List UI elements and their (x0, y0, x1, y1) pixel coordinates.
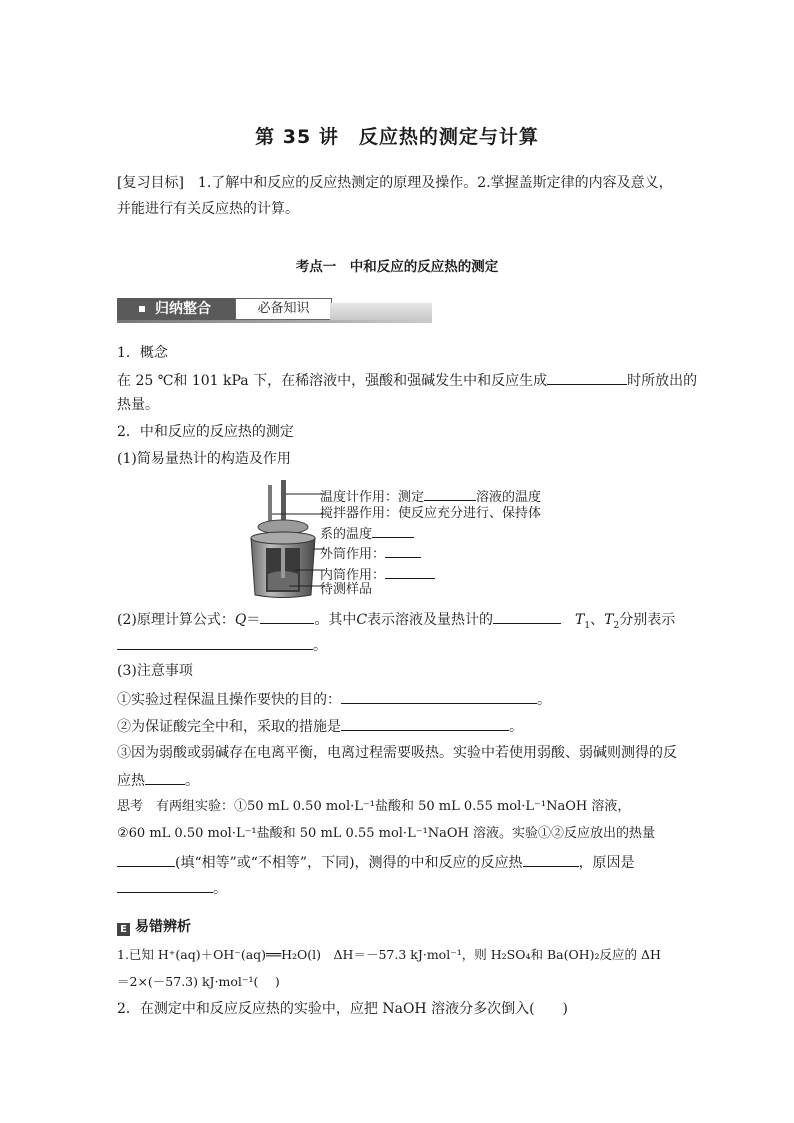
note-2-end: 。 (509, 719, 523, 735)
answer-blank (260, 610, 314, 624)
inner-cup-label (320, 565, 435, 583)
note-3-end: 。 (185, 773, 199, 789)
inner-cup-label-text: 内筒作用： (320, 568, 386, 583)
formula-sep: 、 (590, 612, 605, 628)
note-3-line2 (117, 771, 199, 789)
answer-blank (117, 853, 175, 867)
stirrer-label-line1: 搅拌器作用：使反应充分进行、保持体 (320, 506, 542, 521)
formula-text-d: 表示溶液及量热计的 (367, 612, 494, 628)
page-title: 第 35 讲 反应热的测定与计算 (255, 126, 539, 148)
think-line3-text-b: ，原因是 (578, 855, 635, 871)
concept-heading: 1．概念 (117, 345, 168, 361)
note-1-text: ①实验过程保温且操作要快的目的： (117, 692, 341, 708)
sample-label: 待测样品 (320, 582, 373, 597)
calorimeter-figure (245, 478, 325, 600)
error-analysis-heading (117, 916, 191, 936)
thermometer-bulb (281, 548, 285, 578)
measure-heading: 2．中和反应的反应热的测定 (117, 424, 294, 440)
note-2-text: ②为保证酸完全中和，采取的措施是 (117, 719, 341, 735)
think-line1: 思考 有两组实验：①50 mL 0.50 mol·L⁻¹盐酸和 50 mL 0.55 mol·L⁻¹NaOH 溶液， (117, 799, 631, 814)
think-line4 (117, 879, 227, 897)
answer-blank (341, 690, 537, 704)
banner-dark-tab (117, 298, 235, 320)
answer-blank (385, 544, 421, 558)
thermometer-label (320, 487, 541, 505)
answer-blank (493, 610, 561, 624)
formula-t1: T (575, 612, 585, 628)
formula-c: C (356, 612, 368, 628)
thermometer-rod (281, 480, 286, 525)
formula-q: Q (234, 612, 247, 628)
outer-cup-label (320, 544, 421, 562)
formula-t1-sub: 1 (584, 620, 591, 631)
formula-text-a: (2)原理计算公式： (117, 612, 235, 628)
note-1-end: 。 (537, 692, 551, 708)
answer-blank (547, 371, 627, 385)
review-goals-line2: 并能进行有关反应热的计算。 (117, 201, 299, 217)
think-line3-text-a: (填“相等”或“不相等”，下同)，测得的中和反应的反应热 (175, 855, 523, 871)
stirrer-label-line2 (320, 524, 414, 542)
answer-blank (424, 487, 476, 501)
outer-cup-rim (251, 532, 315, 544)
formula-t2-sub: 2 (613, 620, 620, 631)
answer-blank (372, 524, 414, 538)
answer-blank (385, 565, 435, 579)
stirrer-label-b: 系的温度 (320, 527, 373, 542)
formula-line2 (117, 636, 327, 654)
summary-banner (117, 298, 432, 323)
note-3-line1: ③因为弱酸或弱碱存在电离平衡，电离过程需要吸热。实验中若使用弱酸、弱碱则测得的反 (117, 745, 677, 761)
formula-line (117, 610, 675, 634)
notes-heading: (3)注意事项 (117, 663, 193, 679)
formula-end: 。 (313, 638, 327, 654)
error-analysis-title: 易错辨析 (135, 919, 191, 935)
section-title: 考点一 中和反应的反应热的测定 (295, 259, 499, 275)
thermometer-label-b: 溶液的温度 (476, 490, 542, 505)
formula-eq: ＝ (246, 612, 261, 628)
concept-line2: 热量。 (117, 397, 159, 413)
answer-blank (117, 879, 213, 893)
formula-t2: T (604, 612, 614, 628)
note-1 (117, 690, 551, 708)
note-3-text: 应热 (117, 773, 145, 789)
answer-blank (145, 771, 185, 785)
answer-blank (341, 717, 509, 731)
concept-text-a: 在 25 ℃和 101 kPa 下，在稀溶液中，强酸和强碱发生中和反应生成 (117, 373, 548, 389)
think-line4-end: 。 (213, 881, 227, 897)
formula-text-e: 分别表示 (619, 612, 676, 628)
banner-strip (330, 303, 432, 320)
error-analysis-icon: E (117, 923, 130, 936)
formula-text-b: 。其中 (314, 612, 357, 628)
error-q2: 2．在测定中和反应反应热的实验中，应把 NaOH 溶液分多次倒入( ) (117, 1001, 569, 1017)
think-line3 (117, 853, 635, 871)
think-line2: ②60 mL 0.50 mol·L⁻¹盐酸和 50 mL 0.55 mol·L⁻¹NaOH 溶液。实验①②反应放出的热量 (117, 826, 656, 841)
thermometer-label-a: 温度计作用：测定 (320, 490, 425, 505)
banner-dark-label: 归纳整合 (155, 301, 211, 317)
answer-blank (523, 853, 579, 867)
outer-cup-label-text: 外筒作用： (320, 547, 386, 562)
note-2 (117, 717, 523, 735)
answer-blank (117, 636, 313, 650)
calorimeter-subheading: (1)简易量热计的构造及作用 (117, 451, 291, 467)
banner-light-label: 必备知识 (235, 298, 332, 320)
banner-underline (117, 320, 432, 323)
square-bullet-icon (139, 306, 145, 312)
review-goals-line1: [复习目标] 1.了解中和反应的反应热测定的原理及操作。2.掌握盖斯定律的内容及意义， (117, 175, 673, 191)
error-q1-line1: 1.已知 H⁺(aq)＋OH⁻(aq)══H₂O(l) ΔH＝－57.3 kJ·mol⁻¹，则 H₂SO₄和 Ba(OH)₂反应的 ΔH (117, 947, 661, 962)
concept-line1 (117, 371, 697, 389)
error-q1-line2: ＝2×(－57.3) kJ·mol⁻¹( ) (117, 974, 280, 989)
concept-text-b: 时所放出的 (627, 373, 698, 389)
